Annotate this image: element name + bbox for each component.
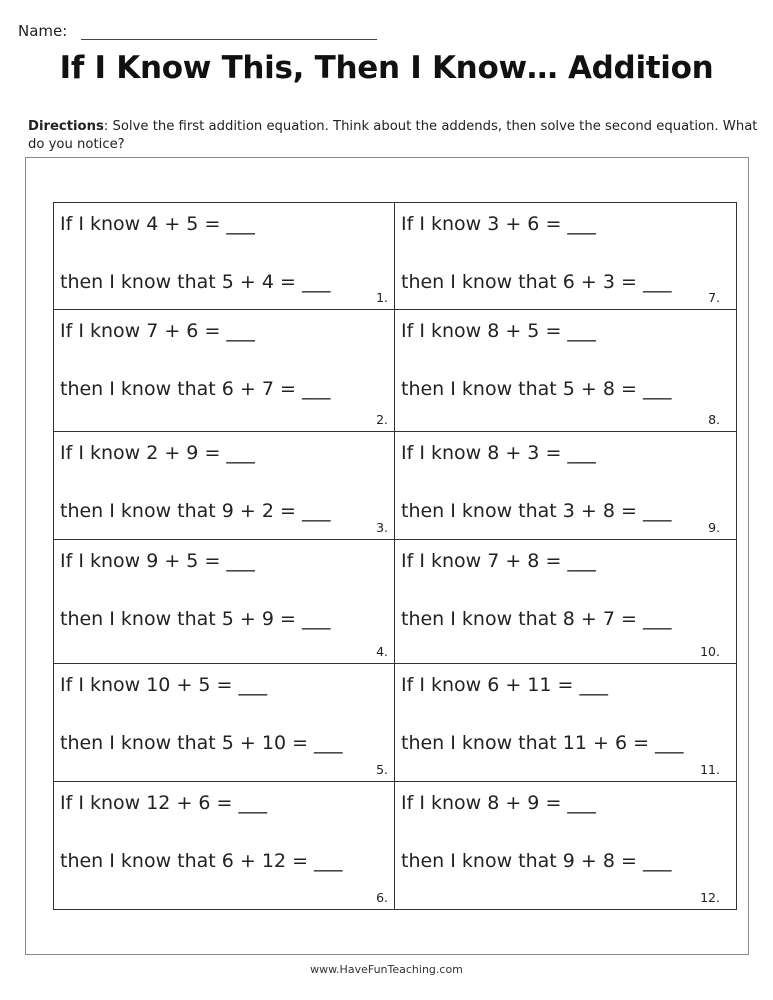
problem-cell: [395, 203, 736, 310]
problem-line-2: then I know that 11 + 6 = ___: [401, 732, 684, 754]
problem-grid: [53, 202, 737, 910]
problem-line-1: If I know 2 + 9 = ___: [60, 442, 255, 464]
problem-number: 3.: [376, 520, 388, 535]
directions-text: : Solve the first addition equation. Think about the addends, then solve the second equation. What do you notice?: [28, 119, 758, 152]
problem-line-1: If I know 4 + 5 = ___: [60, 213, 255, 235]
problem-number: 12.: [700, 890, 720, 905]
problem-cell: [395, 540, 736, 664]
problem-line-2: then I know that 9 + 8 = ___: [401, 850, 672, 872]
problem-line-1: If I know 10 + 5 = ___: [60, 674, 267, 696]
problem-line-2: then I know that 9 + 2 = ___: [60, 500, 331, 522]
problem-line-1: If I know 8 + 3 = ___: [401, 442, 596, 464]
problem-cell: [54, 432, 395, 540]
name-label: Name:: [18, 22, 68, 40]
problem-line-1: If I know 9 + 5 = ___: [60, 550, 255, 572]
problem-number: 6.: [376, 890, 388, 905]
name-field: [18, 22, 377, 40]
problem-line-2: then I know that 6 + 7 = ___: [60, 378, 331, 400]
worksheet-title: If I Know This, Then I Know… Addition: [59, 50, 714, 86]
problem-line-1: If I know 12 + 6 = ___: [60, 792, 267, 814]
problem-number: 8.: [708, 412, 720, 427]
problem-line-1: If I know 6 + 11 = ___: [401, 674, 608, 696]
problem-cell: [395, 310, 736, 432]
problem-line-2: then I know that 6 + 12 = ___: [60, 850, 343, 872]
name-blank-line[interactable]: [81, 25, 377, 40]
problem-line-1: If I know 7 + 8 = ___: [401, 550, 596, 572]
problem-number: 5.: [376, 762, 388, 777]
problem-line-2: then I know that 5 + 8 = ___: [401, 378, 672, 400]
problem-cell: [54, 782, 395, 909]
problem-line-2: then I know that 8 + 7 = ___: [401, 608, 672, 630]
problem-cell: [54, 540, 395, 664]
problem-line-2: then I know that 5 + 10 = ___: [60, 732, 343, 754]
problem-number: 10.: [700, 644, 720, 659]
problem-line-1: If I know 3 + 6 = ___: [401, 213, 596, 235]
directions: [28, 118, 758, 154]
problem-line-2: then I know that 5 + 4 = ___: [60, 271, 331, 293]
directions-label: Directions: [28, 119, 104, 134]
problem-number: 2.: [376, 412, 388, 427]
problem-line-2: then I know that 5 + 9 = ___: [60, 608, 331, 630]
problem-number: 7.: [708, 290, 720, 305]
problem-number: 4.: [376, 644, 388, 659]
problem-cell: [395, 432, 736, 540]
problem-line-2: then I know that 3 + 8 = ___: [401, 500, 672, 522]
problem-line-1: If I know 8 + 5 = ___: [401, 320, 596, 342]
problem-cell: [54, 310, 395, 432]
problem-cell: [395, 664, 736, 782]
problem-number: 9.: [708, 520, 720, 535]
problem-cell: [54, 664, 395, 782]
problem-cell: [54, 203, 395, 310]
problem-line-1: If I know 7 + 6 = ___: [60, 320, 255, 342]
problem-number: 1.: [376, 290, 388, 305]
problem-line-2: then I know that 6 + 3 = ___: [401, 271, 672, 293]
problem-cell: [395, 782, 736, 909]
problem-line-1: If I know 8 + 9 = ___: [401, 792, 596, 814]
problem-number: 11.: [700, 762, 720, 777]
footer-website: www.HaveFunTeaching.com: [310, 963, 463, 976]
